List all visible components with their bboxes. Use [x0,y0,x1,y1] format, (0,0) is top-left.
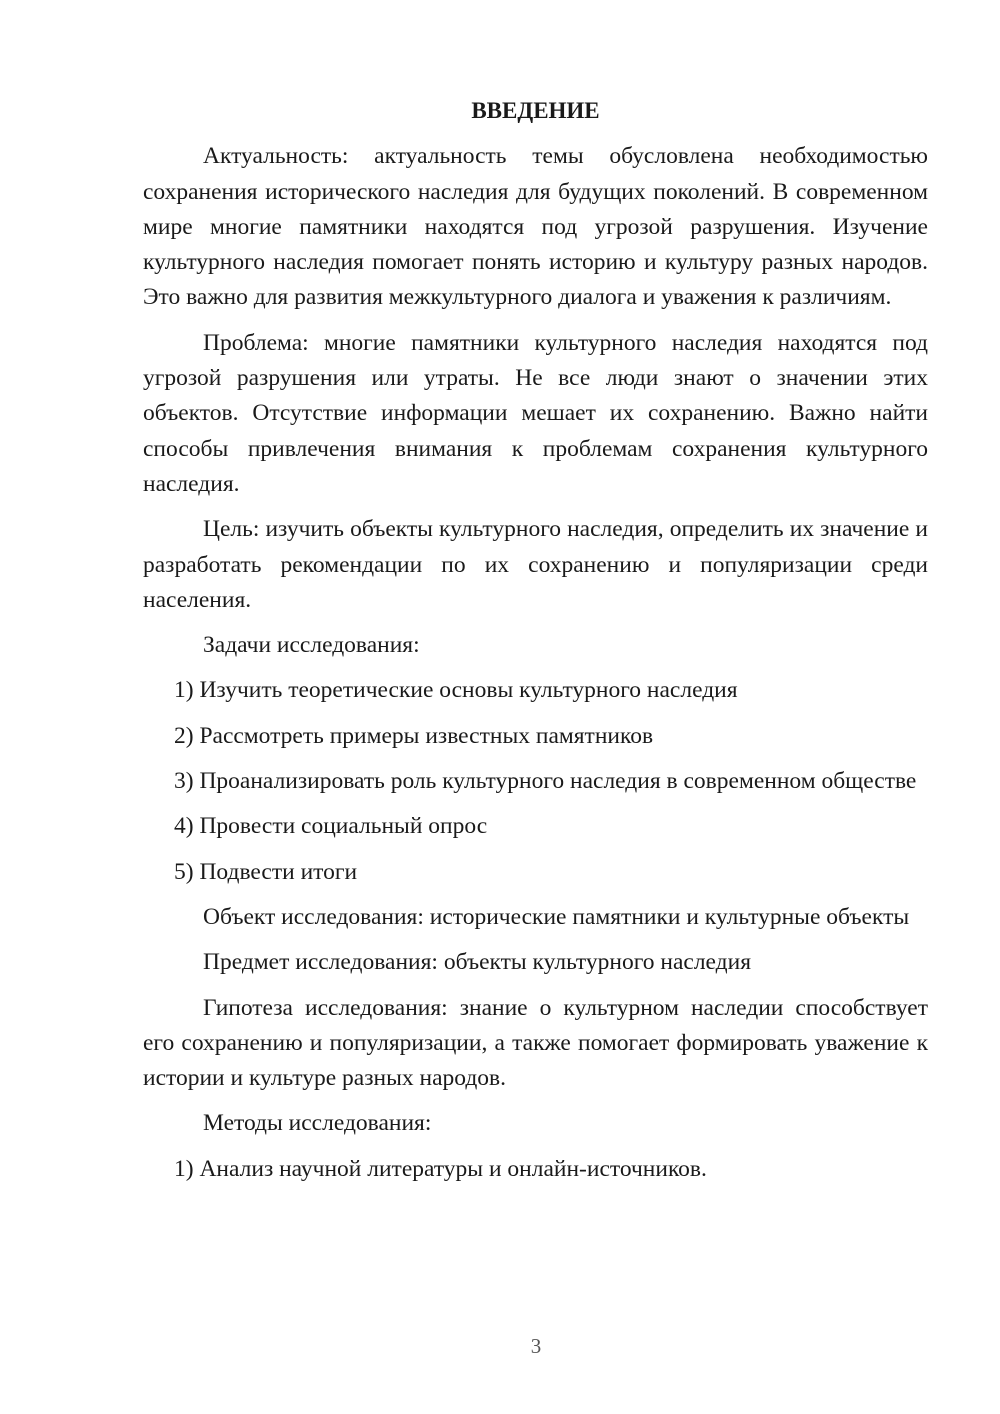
subject-paragraph: Предмет исследования: объекты культурного наследия [203,949,752,976]
goal-paragraph: Цель: изучить объекты культурного наследия, определить их значение и разработать рекомендации по их сохранению и популяризации среди населения. [143,516,928,613]
hypothesis-paragraph: Гипотеза исследования: знание о культурном наследии способствует его сохранению и популяризации, а также помогает формировать уважение к истории и культуре разных народов. [143,994,928,1092]
page-number: 3 [530,1334,542,1358]
task-item-5: 5) Подвести итоги [174,858,358,885]
task-item-2: 2) Рассмотреть примеры известных памятников [174,722,654,749]
method-item-1: 1) Анализ научной литературы и онлайн-источников. [174,1155,707,1182]
page-content [143,93,928,1197]
task-item-1: 1) Изучить теоретические основы культурного наследия [174,677,738,704]
problem-paragraph: Проблема: многие памятники культурного наследия находятся под угрозой разрушения или утраты. Не все люди знают о значении этих объектов. Отсутствие информации мешает их сохранению. Важно найти способы привлечения внимания к проблемам сохранения культурного наследия. [143,329,928,497]
section-heading: ВВЕДЕНИЕ [471,98,600,123]
task-item-4: 4) Провести социальный опрос [174,813,488,840]
tasks-title: Задачи исследования: [203,632,420,659]
object-paragraph: Объект исследования: исторические памятники и культурные объекты [203,903,910,930]
methods-title: Методы исследования: [203,1110,432,1137]
task-item-3: 3) Проанализировать роль культурного наследия в современном обществе [174,768,917,795]
relevance-paragraph: Актуальность: актуальность темы обусловлена необходимостью сохранения исторического наследия для будущих поколений. В современном мире многие памятники находятся под угрозой разрушения. Изучение культурного наследия помогает понять историю и культуру разных народов. Это важно для развития межкультурного диалога и уважения к различиям. [143,143,928,311]
